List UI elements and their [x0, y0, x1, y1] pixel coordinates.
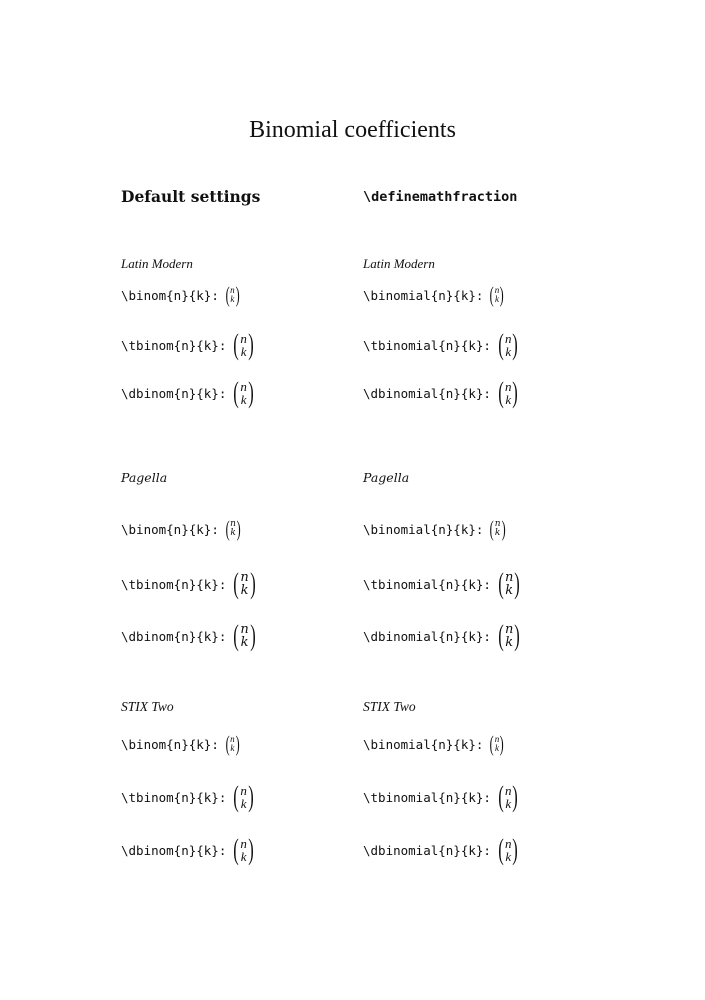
binom-top: n	[504, 331, 512, 346]
right-paren: )	[501, 516, 506, 541]
command-text: \binom{n}{k}	[121, 287, 212, 303]
binom-row: \binomial{n}{k} : ( n k )	[363, 731, 504, 756]
right-paren: )	[512, 833, 519, 866]
binomial-coefficient	[496, 621, 522, 651]
binom-bottom: k	[505, 344, 512, 359]
binom-top: n	[230, 734, 235, 744]
binom-row: \binom{n}{k} : ( n k )	[121, 516, 241, 541]
right-paren: )	[248, 376, 254, 409]
left-paren: (	[498, 328, 504, 361]
binom-row: \dbinomial{n}{k} : ( n k )	[363, 835, 520, 865]
right-paren: )	[514, 619, 521, 652]
command-text: \binom{n}{k}	[121, 521, 212, 537]
binom-top: n	[240, 379, 247, 394]
binomial-coefficient	[231, 569, 257, 599]
binomial-coefficient	[224, 518, 242, 540]
left-paren: (	[233, 328, 240, 361]
right-paren: )	[250, 567, 256, 600]
right-paren: )	[512, 780, 519, 813]
binom-top: n	[494, 519, 501, 529]
binomial-coefficient	[496, 782, 521, 812]
font-name: Pagella	[121, 470, 168, 485]
page-title: Binomial coefficients	[249, 117, 456, 143]
binom-bottom: k	[505, 635, 514, 650]
left-paren: (	[498, 567, 504, 600]
command-text: \dbinomial{n}{k}	[363, 628, 484, 644]
binomial-coefficient	[231, 835, 256, 865]
binom-row: \binomial{n}{k} : ( n k )	[363, 282, 504, 307]
command-text: \dbinom{n}{k}	[121, 842, 219, 858]
binom-row: \tbinom{n}{k} : ( n k )	[121, 569, 258, 599]
right-paren: )	[499, 731, 504, 756]
command-text: \tbinomial{n}{k}	[363, 576, 484, 592]
binom-top: n	[504, 783, 512, 798]
binom-row: \tbinom{n}{k} : ( n k )	[121, 330, 256, 360]
left-paren: (	[233, 567, 240, 600]
binom-row: \dbinom{n}{k} : ( n k )	[121, 621, 258, 651]
binom-top: n	[230, 285, 235, 295]
right-paren: )	[235, 731, 240, 756]
binom-bottom: k	[495, 294, 499, 304]
left-paren: (	[233, 833, 240, 866]
column-heading: \definemathfraction	[363, 189, 518, 205]
left-paren: (	[233, 619, 240, 652]
binomial-coefficient	[231, 330, 256, 360]
binomial-coefficient	[496, 835, 521, 865]
left-paren: (	[498, 833, 504, 866]
binom-row: \dbinom{n}{k} : ( n k )	[121, 835, 256, 865]
left-paren: (	[498, 376, 504, 409]
binom-row: \binom{n}{k} : ( n k )	[121, 731, 240, 756]
binom-bottom: k	[495, 743, 499, 753]
binom-top: n	[494, 285, 500, 295]
binom-top: n	[504, 570, 514, 585]
binom-top: n	[504, 836, 512, 851]
binom-bottom: k	[240, 635, 249, 650]
right-paren: )	[250, 619, 256, 652]
binom-top: n	[230, 519, 236, 529]
binom-bottom: k	[240, 392, 247, 407]
left-paren: (	[498, 780, 504, 813]
binomial-coefficient	[496, 378, 521, 408]
binom-bottom: k	[240, 344, 247, 359]
left-paren: (	[225, 516, 230, 541]
binom-top: n	[504, 622, 514, 637]
right-paren: )	[236, 516, 241, 541]
binomial-coefficient	[231, 621, 257, 651]
binomial-coefficient	[488, 284, 505, 306]
binomial-coefficient	[224, 733, 241, 755]
binom-bottom: k	[230, 528, 236, 538]
command-text: \tbinomial{n}{k}	[363, 337, 484, 353]
binom-row: \tbinomial{n}{k} : ( n k )	[363, 569, 522, 599]
binomial-coefficient	[488, 518, 506, 540]
binomial-coefficient	[496, 569, 522, 599]
right-paren: )	[512, 376, 519, 409]
binom-row: \dbinom{n}{k} : ( n k )	[121, 378, 256, 408]
left-paren: (	[490, 731, 495, 756]
binomial-coefficient	[231, 378, 256, 408]
font-name: Pagella	[363, 470, 410, 485]
binom-row: \dbinomial{n}{k} : ( n k )	[363, 621, 522, 651]
binom-row: \binom{n}{k} : ( n k )	[121, 282, 240, 307]
right-paren: )	[248, 328, 254, 361]
binom-bottom: k	[505, 583, 514, 598]
left-paren: (	[490, 282, 495, 307]
binom-bottom: k	[505, 392, 512, 407]
command-text: \binomial{n}{k}	[363, 521, 476, 537]
left-paren: (	[490, 516, 495, 541]
binom-row: \tbinomial{n}{k} : ( n k )	[363, 330, 520, 360]
command-text: \tbinomial{n}{k}	[363, 789, 484, 805]
font-name: STIX Two	[363, 699, 416, 714]
binom-bottom: k	[240, 796, 247, 811]
command-text: \tbinom{n}{k}	[121, 337, 219, 353]
right-paren: )	[248, 833, 254, 866]
binomial-coefficient	[496, 330, 521, 360]
left-paren: (	[498, 619, 504, 652]
right-paren: )	[512, 328, 519, 361]
command-text: \binomial{n}{k}	[363, 287, 476, 303]
binomial-coefficient	[231, 782, 256, 812]
font-name: Latin Modern	[121, 256, 193, 271]
column-heading: Default settings	[121, 187, 261, 206]
font-name: STIX Two	[121, 699, 174, 714]
binom-bottom: k	[230, 743, 235, 753]
command-text: \binom{n}{k}	[121, 736, 212, 752]
right-paren: )	[248, 780, 254, 813]
command-text: \dbinomial{n}{k}	[363, 385, 484, 401]
binom-row: \tbinom{n}{k} : ( n k )	[121, 782, 256, 812]
binomial-coefficient	[224, 284, 241, 306]
binom-row: \tbinomial{n}{k} : ( n k )	[363, 782, 520, 812]
command-text: \dbinom{n}{k}	[121, 628, 219, 644]
right-paren: )	[499, 282, 504, 307]
command-text: \dbinomial{n}{k}	[363, 842, 484, 858]
left-paren: (	[233, 376, 240, 409]
binom-bottom: k	[505, 849, 512, 864]
binom-top: n	[504, 379, 512, 394]
right-paren: )	[235, 282, 240, 307]
binom-top: n	[494, 734, 500, 744]
command-text: \dbinom{n}{k}	[121, 385, 219, 401]
binom-bottom: k	[494, 528, 501, 538]
binom-bottom: k	[240, 583, 249, 598]
binom-top: n	[240, 331, 247, 346]
binom-row: \dbinomial{n}{k} : ( n k )	[363, 378, 520, 408]
font-name: Latin Modern	[363, 256, 435, 271]
binom-bottom: k	[505, 796, 512, 811]
column-definemathfraction	[363, 0, 663, 1000]
command-text: \tbinom{n}{k}	[121, 789, 219, 805]
right-paren: )	[514, 567, 521, 600]
binom-bottom: k	[230, 294, 235, 304]
left-paren: (	[225, 282, 230, 307]
binomial-coefficient	[488, 733, 505, 755]
left-paren: (	[233, 780, 240, 813]
binom-top: n	[240, 622, 249, 637]
binom-top: n	[240, 570, 249, 585]
binom-top: n	[240, 836, 247, 851]
command-text: \tbinom{n}{k}	[121, 576, 219, 592]
binom-bottom: k	[240, 849, 247, 864]
binom-row: \binomial{n}{k} : ( n k )	[363, 516, 506, 541]
command-text: \binomial{n}{k}	[363, 736, 476, 752]
binom-top: n	[240, 783, 247, 798]
left-paren: (	[225, 731, 230, 756]
